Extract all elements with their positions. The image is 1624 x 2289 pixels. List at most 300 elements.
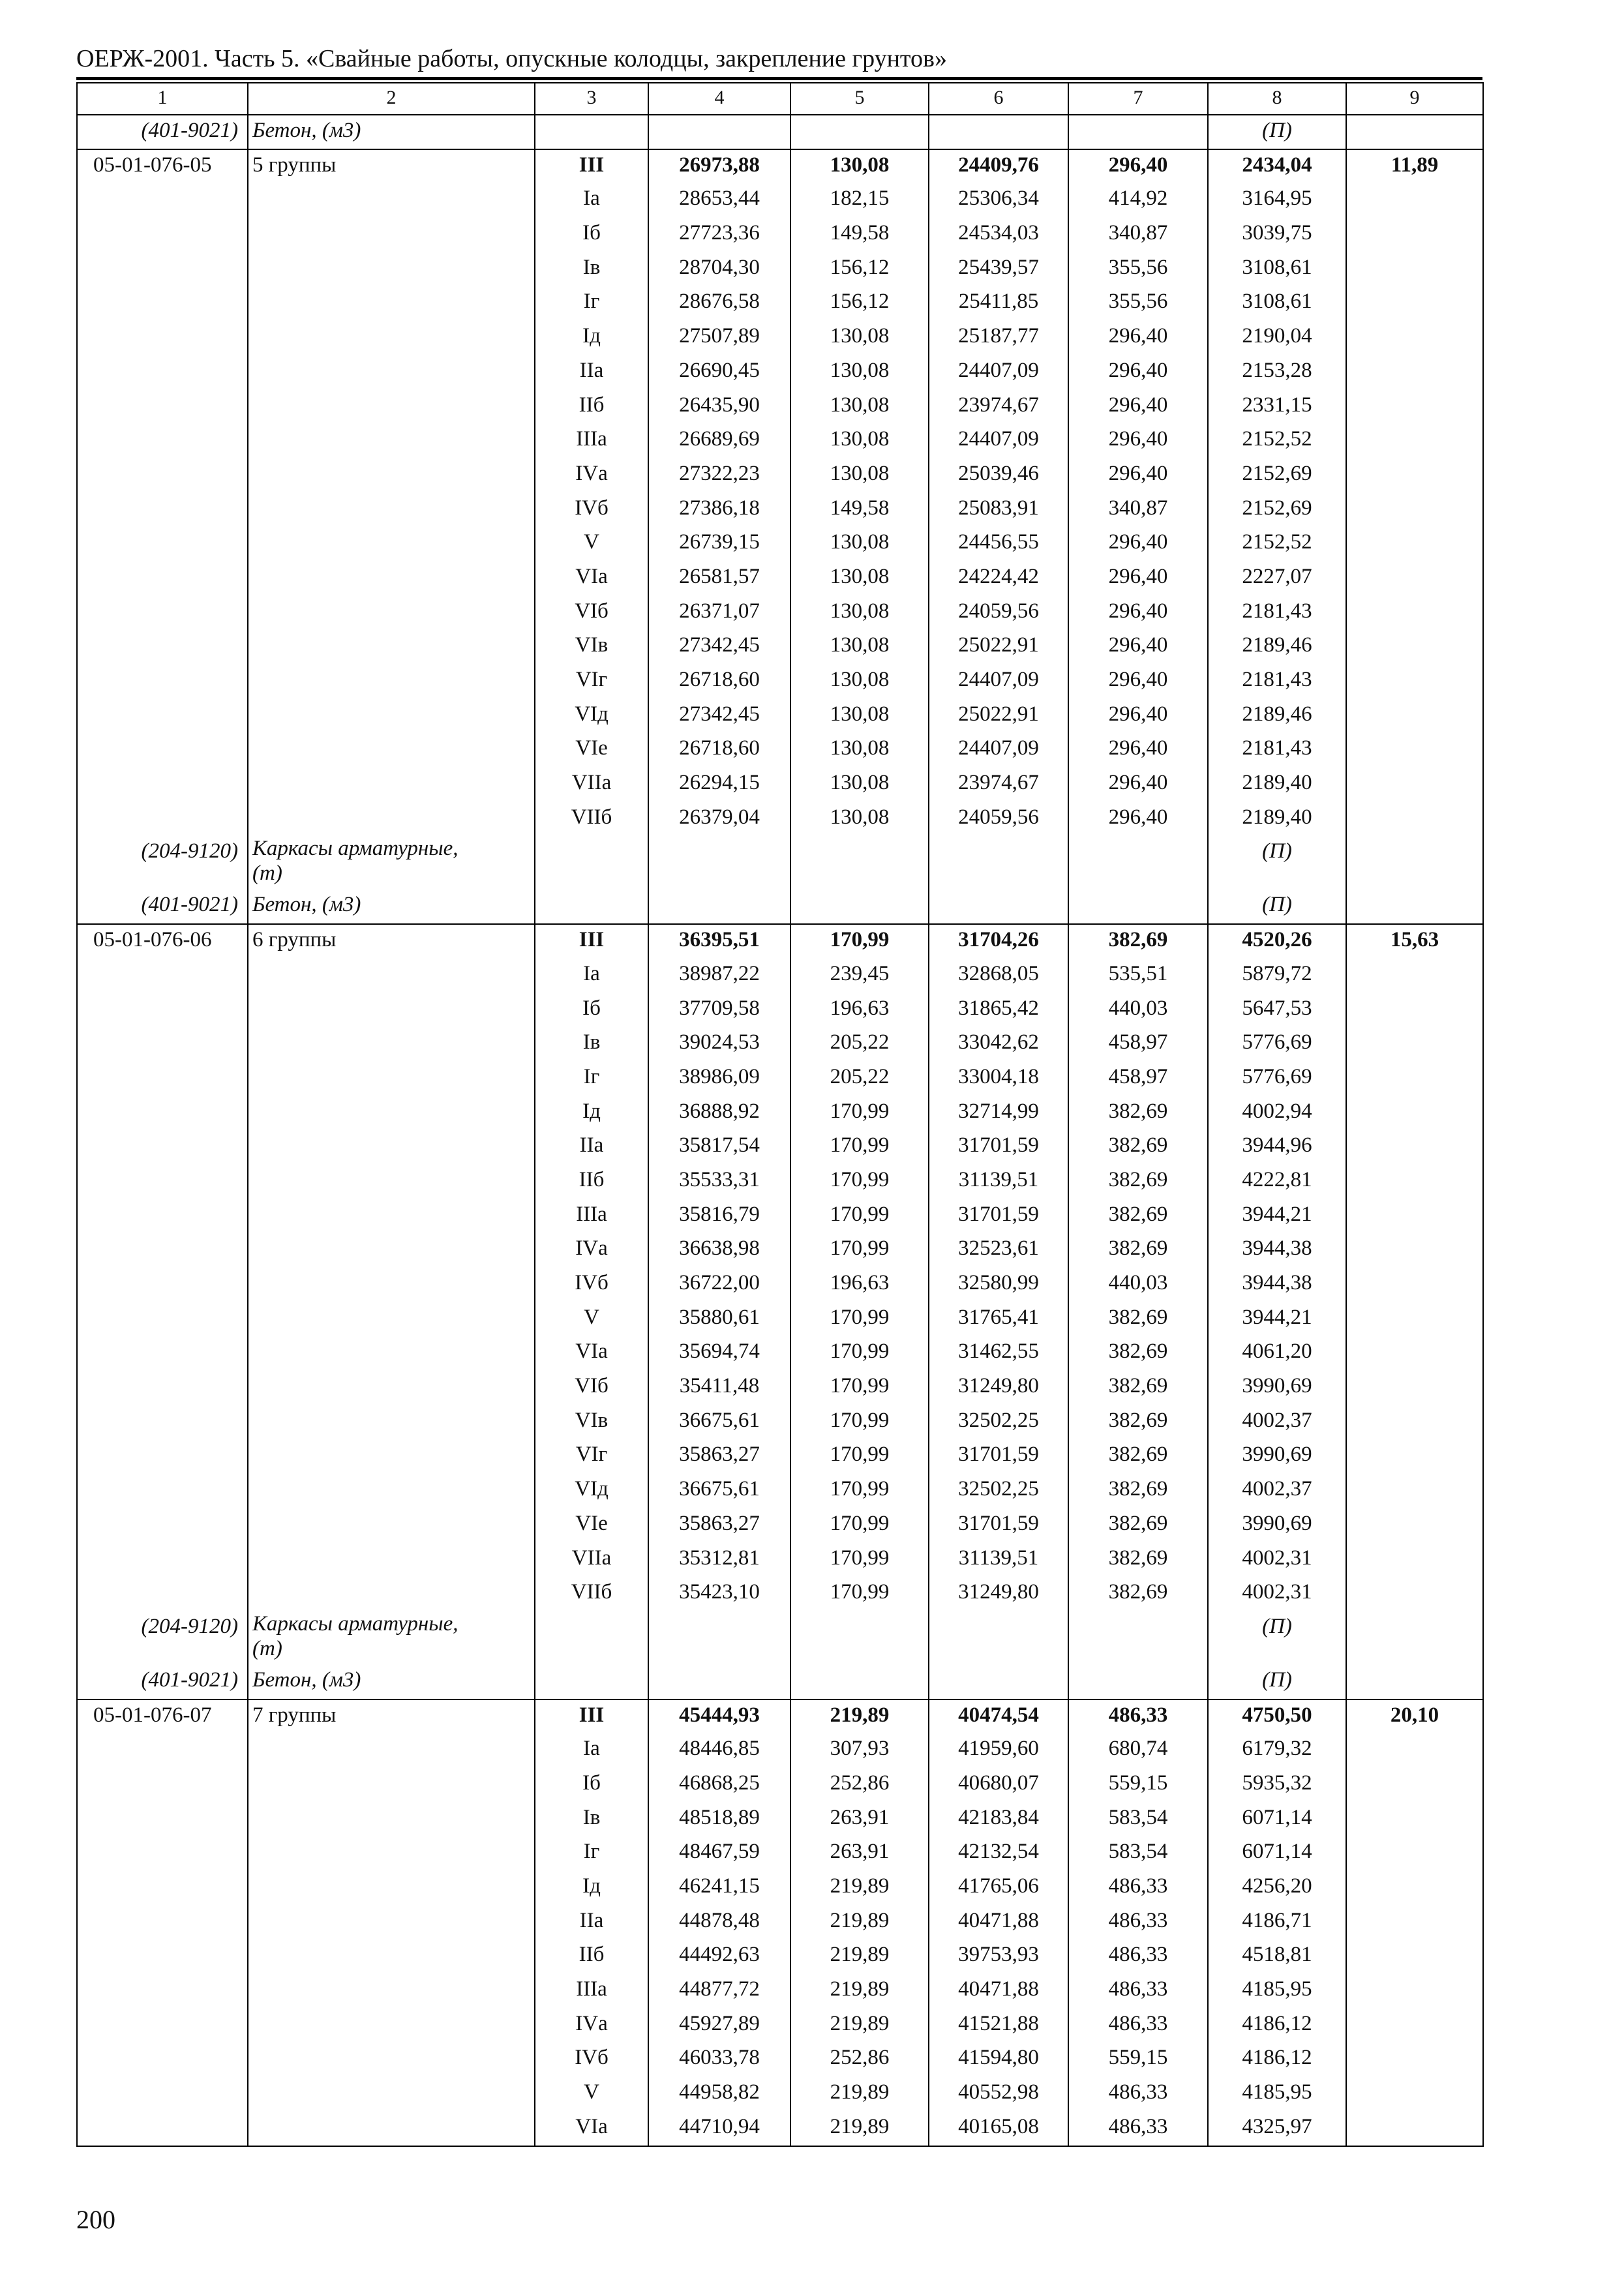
cell-name bbox=[248, 561, 535, 596]
cell-wage: 205,22 bbox=[790, 1027, 929, 1062]
cell-wage: 130,08 bbox=[790, 665, 929, 699]
cell-direct-cost: 36638,98 bbox=[648, 1233, 790, 1268]
cell-code: 05-01-076-06 bbox=[77, 924, 248, 959]
cell-labor bbox=[1346, 390, 1483, 425]
cell-wage: 170,99 bbox=[790, 1405, 929, 1440]
cell-zone: IIIа bbox=[535, 1199, 648, 1234]
cell-zone: IIа bbox=[535, 1130, 648, 1165]
cell-materials: 4002,37 bbox=[1208, 1474, 1346, 1508]
cell-machinist-wage: 382,69 bbox=[1068, 1233, 1208, 1268]
cell-machine: 25187,77 bbox=[929, 321, 1068, 355]
cell-labor bbox=[1346, 2112, 1483, 2146]
cell-labor bbox=[1346, 218, 1483, 252]
cell-direct-cost: 38986,09 bbox=[648, 1062, 790, 1096]
cell-wage: 149,58 bbox=[790, 493, 929, 528]
cell-zone: IVа bbox=[535, 458, 648, 493]
cell-labor bbox=[1346, 890, 1483, 924]
cell-machinist-wage: 296,40 bbox=[1068, 390, 1208, 425]
cell-direct-cost: 46868,25 bbox=[648, 1768, 790, 1803]
cell-name: Бетон, (м3) bbox=[248, 1665, 535, 1699]
cell-materials: 3944,96 bbox=[1208, 1130, 1346, 1165]
cell-name bbox=[248, 252, 535, 287]
cell-direct-cost: 27342,45 bbox=[648, 630, 790, 665]
cell-zone: VIе bbox=[535, 1508, 648, 1543]
cell-zone: IIа bbox=[535, 1906, 648, 1940]
table-row-zone bbox=[77, 458, 1483, 493]
cell-machine: 31249,80 bbox=[929, 1577, 1068, 1611]
cell-zone bbox=[535, 1665, 648, 1699]
cell-direct-cost: 36675,61 bbox=[648, 1405, 790, 1440]
cell-wage: 170,99 bbox=[790, 1577, 929, 1611]
cell-direct-cost bbox=[648, 1611, 790, 1665]
cell-materials: 3108,61 bbox=[1208, 286, 1346, 321]
table-row-zone bbox=[77, 218, 1483, 252]
cell-name bbox=[248, 424, 535, 458]
cell-wage: 130,08 bbox=[790, 802, 929, 837]
cell-code: (401-9021) bbox=[77, 115, 248, 149]
cell-code bbox=[77, 802, 248, 837]
cell-labor bbox=[1346, 2077, 1483, 2112]
cell-machinist-wage: 414,92 bbox=[1068, 183, 1208, 218]
cell-machine: 31139,51 bbox=[929, 1165, 1068, 1199]
cell-zone: VIIа bbox=[535, 768, 648, 802]
cell-machinist-wage: 382,69 bbox=[1068, 1096, 1208, 1131]
table-row-material bbox=[77, 115, 1483, 149]
cell-code bbox=[77, 321, 248, 355]
cell-wage: 130,08 bbox=[790, 424, 929, 458]
cell-wage bbox=[790, 836, 929, 890]
cell-materials: 4185,95 bbox=[1208, 2077, 1346, 2112]
cell-wage: 170,99 bbox=[790, 1474, 929, 1508]
cell-wage: 130,08 bbox=[790, 733, 929, 768]
cell-wage bbox=[790, 890, 929, 924]
cell-wage: 170,99 bbox=[790, 1165, 929, 1199]
cell-machine: 25083,91 bbox=[929, 493, 1068, 528]
cell-labor bbox=[1346, 2042, 1483, 2077]
cell-zone: Iг bbox=[535, 286, 648, 321]
cell-materials: 6071,14 bbox=[1208, 1803, 1346, 1837]
cell-materials: 3039,75 bbox=[1208, 218, 1346, 252]
cell-wage: 239,45 bbox=[790, 959, 929, 993]
cell-machinist-wage bbox=[1068, 890, 1208, 924]
cell-direct-cost: 48467,59 bbox=[648, 1836, 790, 1871]
cell-code bbox=[77, 1027, 248, 1062]
cell-machinist-wage: 296,40 bbox=[1068, 355, 1208, 390]
cell-zone: IVа bbox=[535, 2009, 648, 2043]
cell-code bbox=[77, 1803, 248, 1837]
cell-machine: 31701,59 bbox=[929, 1439, 1068, 1474]
table-row-zone bbox=[77, 1233, 1483, 1268]
column-number: 4 bbox=[648, 83, 790, 115]
cell-labor bbox=[1346, 1939, 1483, 1974]
cell-labor bbox=[1346, 1439, 1483, 1474]
cell-direct-cost: 35817,54 bbox=[648, 1130, 790, 1165]
cell-zone: IVб bbox=[535, 493, 648, 528]
cell-labor bbox=[1346, 286, 1483, 321]
cell-materials: 2152,52 bbox=[1208, 424, 1346, 458]
column-number-row bbox=[77, 83, 1483, 115]
cell-machinist-wage: 382,69 bbox=[1068, 1439, 1208, 1474]
table-row-zone bbox=[77, 665, 1483, 699]
material-name-line: Каркасы арматурные, bbox=[252, 1611, 459, 1636]
cell-zone: IIа bbox=[535, 355, 648, 390]
cell-wage: 307,93 bbox=[790, 1733, 929, 1768]
cell-code: (204-9120) bbox=[77, 1611, 248, 1665]
cell-wage bbox=[790, 1611, 929, 1665]
cell-zone: III bbox=[535, 924, 648, 959]
cell-code bbox=[77, 733, 248, 768]
cell-machine: 24407,09 bbox=[929, 424, 1068, 458]
cell-labor bbox=[1346, 1405, 1483, 1440]
cell-materials: 4186,12 bbox=[1208, 2009, 1346, 2043]
cell-machine: 24059,56 bbox=[929, 802, 1068, 837]
cell-direct-cost: 35694,74 bbox=[648, 1336, 790, 1371]
cell-name bbox=[248, 1871, 535, 1906]
cell-name bbox=[248, 1939, 535, 1974]
cell-zone bbox=[535, 836, 648, 890]
cell-wage: 170,99 bbox=[790, 1233, 929, 1268]
cell-name bbox=[248, 1130, 535, 1165]
cell-materials: 3990,69 bbox=[1208, 1439, 1346, 1474]
cell-name bbox=[248, 1302, 535, 1337]
cell-direct-cost: 27507,89 bbox=[648, 321, 790, 355]
table-row-zone bbox=[77, 183, 1483, 218]
cell-direct-cost bbox=[648, 890, 790, 924]
cell-machine: 32714,99 bbox=[929, 1096, 1068, 1131]
table-row-zone bbox=[77, 1371, 1483, 1405]
cell-wage: 130,08 bbox=[790, 390, 929, 425]
cell-labor bbox=[1346, 699, 1483, 734]
cell-name bbox=[248, 802, 535, 837]
cell-code bbox=[77, 355, 248, 390]
cell-machinist-wage: 340,87 bbox=[1068, 493, 1208, 528]
cell-labor bbox=[1346, 527, 1483, 561]
table-row-zone bbox=[77, 1062, 1483, 1096]
cell-wage: 170,99 bbox=[790, 1371, 929, 1405]
cell-materials: 4186,71 bbox=[1208, 1906, 1346, 1940]
cell-machine: 41521,88 bbox=[929, 2009, 1068, 2043]
table-row-zone bbox=[77, 252, 1483, 287]
cell-wage: 130,08 bbox=[790, 596, 929, 631]
cell-labor bbox=[1346, 959, 1483, 993]
cell-zone: III bbox=[535, 1699, 648, 1734]
cell-code bbox=[77, 1974, 248, 2009]
cell-wage: 182,15 bbox=[790, 183, 929, 218]
cell-wage: 170,99 bbox=[790, 1130, 929, 1165]
cell-materials: 4325,97 bbox=[1208, 2112, 1346, 2146]
cell-labor bbox=[1346, 1302, 1483, 1337]
cell-wage: 252,86 bbox=[790, 1768, 929, 1803]
cell-code bbox=[77, 1871, 248, 1906]
cell-materials: (П) bbox=[1208, 890, 1346, 924]
cell-name: 5 группы bbox=[248, 149, 535, 184]
page-number: 200 bbox=[76, 2205, 115, 2234]
cell-wage: 130,08 bbox=[790, 355, 929, 390]
cell-wage: 170,99 bbox=[790, 1302, 929, 1337]
cell-materials: 3944,21 bbox=[1208, 1199, 1346, 1234]
cell-labor bbox=[1346, 1611, 1483, 1665]
cell-name bbox=[248, 1611, 535, 1665]
cell-direct-cost: 46033,78 bbox=[648, 2042, 790, 2077]
cell-zone: IVа bbox=[535, 1233, 648, 1268]
cell-machine: 32580,99 bbox=[929, 1268, 1068, 1302]
cell-machinist-wage: 340,87 bbox=[1068, 218, 1208, 252]
cell-materials: 2331,15 bbox=[1208, 390, 1346, 425]
cell-wage: 205,22 bbox=[790, 1062, 929, 1096]
table-row-zone bbox=[77, 1474, 1483, 1508]
cell-machine: 31701,59 bbox=[929, 1199, 1068, 1234]
page-header-title: ОЕРЖ-2001. Часть 5. «Свайные работы, опускные колодцы, закрепление грунтов» bbox=[76, 45, 947, 72]
cell-machinist-wage bbox=[1068, 1611, 1208, 1665]
cell-machinist-wage: 382,69 bbox=[1068, 1336, 1208, 1371]
cell-materials: 3164,95 bbox=[1208, 183, 1346, 218]
cell-wage: 219,89 bbox=[790, 2077, 929, 2112]
cell-zone: VIIб bbox=[535, 1577, 648, 1611]
cell-wage: 130,08 bbox=[790, 561, 929, 596]
table-row-zone bbox=[77, 630, 1483, 665]
cell-labor bbox=[1346, 1130, 1483, 1165]
cell-labor bbox=[1346, 1836, 1483, 1871]
cell-labor bbox=[1346, 115, 1483, 149]
cell-direct-cost: 44710,94 bbox=[648, 2112, 790, 2146]
cell-wage: 156,12 bbox=[790, 286, 929, 321]
cell-name bbox=[248, 1474, 535, 1508]
cell-labor bbox=[1346, 493, 1483, 528]
cell-machinist-wage: 296,40 bbox=[1068, 149, 1208, 184]
cell-machinist-wage: 296,40 bbox=[1068, 321, 1208, 355]
cell-materials: 2189,40 bbox=[1208, 768, 1346, 802]
cell-machinist-wage: 382,69 bbox=[1068, 1405, 1208, 1440]
cell-machine: 31139,51 bbox=[929, 1543, 1068, 1578]
cell-name: Бетон, (м3) bbox=[248, 890, 535, 924]
cell-direct-cost: 44958,82 bbox=[648, 2077, 790, 2112]
cell-machinist-wage: 355,56 bbox=[1068, 252, 1208, 287]
cell-materials: (П) bbox=[1208, 1665, 1346, 1699]
cell-wage: 130,08 bbox=[790, 699, 929, 734]
cell-machine: 41594,80 bbox=[929, 2042, 1068, 2077]
cell-machinist-wage: 296,40 bbox=[1068, 527, 1208, 561]
table-row-zone bbox=[77, 1508, 1483, 1543]
cell-machinist-wage: 680,74 bbox=[1068, 1733, 1208, 1768]
cell-machine: 25022,91 bbox=[929, 630, 1068, 665]
cell-labor bbox=[1346, 1096, 1483, 1131]
cell-labor bbox=[1346, 1665, 1483, 1699]
cell-machinist-wage: 583,54 bbox=[1068, 1803, 1208, 1837]
cell-machinist-wage: 382,69 bbox=[1068, 1165, 1208, 1199]
table-row-zone bbox=[77, 802, 1483, 837]
cell-wage: 196,63 bbox=[790, 1268, 929, 1302]
cell-code bbox=[77, 286, 248, 321]
table-row-zone bbox=[77, 2009, 1483, 2043]
table-row-zone bbox=[77, 596, 1483, 631]
cell-machine bbox=[929, 836, 1068, 890]
table-row-zone bbox=[77, 527, 1483, 561]
cell-labor bbox=[1346, 1474, 1483, 1508]
cell-machine bbox=[929, 1611, 1068, 1665]
cell-materials: 4002,31 bbox=[1208, 1577, 1346, 1611]
cell-materials: 2152,52 bbox=[1208, 527, 1346, 561]
cell-materials: 2153,28 bbox=[1208, 355, 1346, 390]
cell-wage: 219,89 bbox=[790, 1871, 929, 1906]
cell-zone: VIд bbox=[535, 1474, 648, 1508]
cell-machine: 40471,88 bbox=[929, 1974, 1068, 2009]
table-row-zone bbox=[77, 1803, 1483, 1837]
cell-machine: 31462,55 bbox=[929, 1336, 1068, 1371]
cell-materials: 5776,69 bbox=[1208, 1062, 1346, 1096]
cell-zone: VIа bbox=[535, 2112, 648, 2146]
column-number: 1 bbox=[77, 83, 248, 115]
cell-labor bbox=[1346, 1336, 1483, 1371]
table-row-zone bbox=[77, 2077, 1483, 2112]
cell-materials: 3944,38 bbox=[1208, 1233, 1346, 1268]
column-number: 6 bbox=[929, 83, 1068, 115]
cell-materials: (П) bbox=[1208, 1611, 1346, 1665]
cell-machinist-wage: 382,69 bbox=[1068, 1543, 1208, 1578]
cell-code bbox=[77, 1939, 248, 1974]
cell-machinist-wage: 559,15 bbox=[1068, 2042, 1208, 2077]
cell-direct-cost: 26739,15 bbox=[648, 527, 790, 561]
cell-zone: IVб bbox=[535, 2042, 648, 2077]
cell-labor bbox=[1346, 458, 1483, 493]
column-number: 2 bbox=[248, 83, 535, 115]
cell-machinist-wage: 296,40 bbox=[1068, 458, 1208, 493]
cell-name bbox=[248, 1096, 535, 1131]
cell-machine bbox=[929, 1665, 1068, 1699]
cell-machine: 31765,41 bbox=[929, 1302, 1068, 1337]
cell-direct-cost: 48446,85 bbox=[648, 1733, 790, 1768]
cell-direct-cost bbox=[648, 115, 790, 149]
cell-name bbox=[248, 699, 535, 734]
cell-materials: 6179,32 bbox=[1208, 1733, 1346, 1768]
cell-labor: 20,10 bbox=[1346, 1699, 1483, 1734]
cell-labor bbox=[1346, 1027, 1483, 1062]
cell-machinist-wage: 486,33 bbox=[1068, 1906, 1208, 1940]
cell-direct-cost: 27386,18 bbox=[648, 493, 790, 528]
cell-direct-cost: 37709,58 bbox=[648, 993, 790, 1028]
cell-machine: 24407,09 bbox=[929, 733, 1068, 768]
table-row-zone bbox=[77, 1939, 1483, 1974]
cell-wage bbox=[790, 115, 929, 149]
material-unit-line: (т) bbox=[252, 861, 282, 886]
cell-labor bbox=[1346, 561, 1483, 596]
cell-labor bbox=[1346, 1062, 1483, 1096]
cell-name bbox=[248, 993, 535, 1028]
cell-wage: 170,99 bbox=[790, 1096, 929, 1131]
cell-code bbox=[77, 2009, 248, 2043]
cell-code bbox=[77, 959, 248, 993]
cell-machinist-wage: 486,33 bbox=[1068, 1939, 1208, 1974]
cell-name bbox=[248, 390, 535, 425]
cell-machine: 40680,07 bbox=[929, 1768, 1068, 1803]
cell-machinist-wage: 296,40 bbox=[1068, 630, 1208, 665]
cell-labor bbox=[1346, 836, 1483, 890]
cell-machinist-wage: 382,69 bbox=[1068, 1577, 1208, 1611]
table-row-rate bbox=[77, 149, 1483, 184]
cell-materials: 2181,43 bbox=[1208, 733, 1346, 768]
cell-name bbox=[248, 1336, 535, 1371]
cell-name bbox=[248, 286, 535, 321]
cell-materials: 2181,43 bbox=[1208, 596, 1346, 631]
cell-direct-cost: 26718,60 bbox=[648, 665, 790, 699]
cell-materials: 5935,32 bbox=[1208, 1768, 1346, 1803]
cell-code: (204-9120) bbox=[77, 836, 248, 890]
cell-code bbox=[77, 1371, 248, 1405]
cell-name bbox=[248, 1577, 535, 1611]
cell-machine: 25022,91 bbox=[929, 699, 1068, 734]
cell-machine: 33004,18 bbox=[929, 1062, 1068, 1096]
cell-name bbox=[248, 1062, 535, 1096]
cell-code bbox=[77, 390, 248, 425]
cell-machine: 32502,25 bbox=[929, 1474, 1068, 1508]
table-row-zone bbox=[77, 1577, 1483, 1611]
cell-materials: 3108,61 bbox=[1208, 252, 1346, 287]
cell-zone: Iд bbox=[535, 321, 648, 355]
cell-name bbox=[248, 527, 535, 561]
table-row-zone bbox=[77, 1165, 1483, 1199]
cell-machine: 42132,54 bbox=[929, 1836, 1068, 1871]
cell-materials: (П) bbox=[1208, 836, 1346, 890]
cell-code bbox=[77, 527, 248, 561]
cell-machine: 24407,09 bbox=[929, 355, 1068, 390]
table-row-zone bbox=[77, 493, 1483, 528]
cell-labor bbox=[1346, 355, 1483, 390]
cell-direct-cost bbox=[648, 1665, 790, 1699]
cell-code bbox=[77, 2042, 248, 2077]
cell-code bbox=[77, 424, 248, 458]
cell-machinist-wage: 535,51 bbox=[1068, 959, 1208, 993]
cell-labor: 11,89 bbox=[1346, 149, 1483, 184]
cell-machine: 40474,54 bbox=[929, 1699, 1068, 1734]
cell-machinist-wage: 296,40 bbox=[1068, 665, 1208, 699]
cell-machinist-wage: 296,40 bbox=[1068, 733, 1208, 768]
cell-direct-cost: 36395,51 bbox=[648, 924, 790, 959]
cell-wage: 130,08 bbox=[790, 149, 929, 184]
cell-direct-cost: 35533,31 bbox=[648, 1165, 790, 1199]
cell-name bbox=[248, 1543, 535, 1578]
cell-machinist-wage: 486,33 bbox=[1068, 2112, 1208, 2146]
cell-code bbox=[77, 1096, 248, 1131]
cell-direct-cost: 26690,45 bbox=[648, 355, 790, 390]
cell-zone: Iб bbox=[535, 993, 648, 1028]
cell-code bbox=[77, 2112, 248, 2146]
cell-labor bbox=[1346, 993, 1483, 1028]
cell-wage: 263,91 bbox=[790, 1803, 929, 1837]
cell-code: 05-01-076-07 bbox=[77, 1699, 248, 1734]
cell-materials: 4185,95 bbox=[1208, 1974, 1346, 2009]
cell-direct-cost: 26371,07 bbox=[648, 596, 790, 631]
cell-machinist-wage: 296,40 bbox=[1068, 699, 1208, 734]
cell-code bbox=[77, 699, 248, 734]
cell-code: (401-9021) bbox=[77, 1665, 248, 1699]
cell-direct-cost: 28653,44 bbox=[648, 183, 790, 218]
cell-materials: 4750,50 bbox=[1208, 1699, 1346, 1734]
cell-wage: 170,99 bbox=[790, 1199, 929, 1234]
cell-code bbox=[77, 252, 248, 287]
cell-name bbox=[248, 2009, 535, 2043]
table-row-zone bbox=[77, 993, 1483, 1028]
table-row-material bbox=[77, 1611, 1483, 1665]
table-row-zone bbox=[77, 699, 1483, 734]
cell-labor bbox=[1346, 1371, 1483, 1405]
material-name-line: Каркасы арматурные, bbox=[252, 837, 459, 861]
cell-machinist-wage: 296,40 bbox=[1068, 561, 1208, 596]
cell-materials: 4002,31 bbox=[1208, 1543, 1346, 1578]
price-table bbox=[76, 82, 1484, 2147]
table-row-zone bbox=[77, 1871, 1483, 1906]
cell-code bbox=[77, 1336, 248, 1371]
cell-labor bbox=[1346, 252, 1483, 287]
cell-name bbox=[248, 596, 535, 631]
